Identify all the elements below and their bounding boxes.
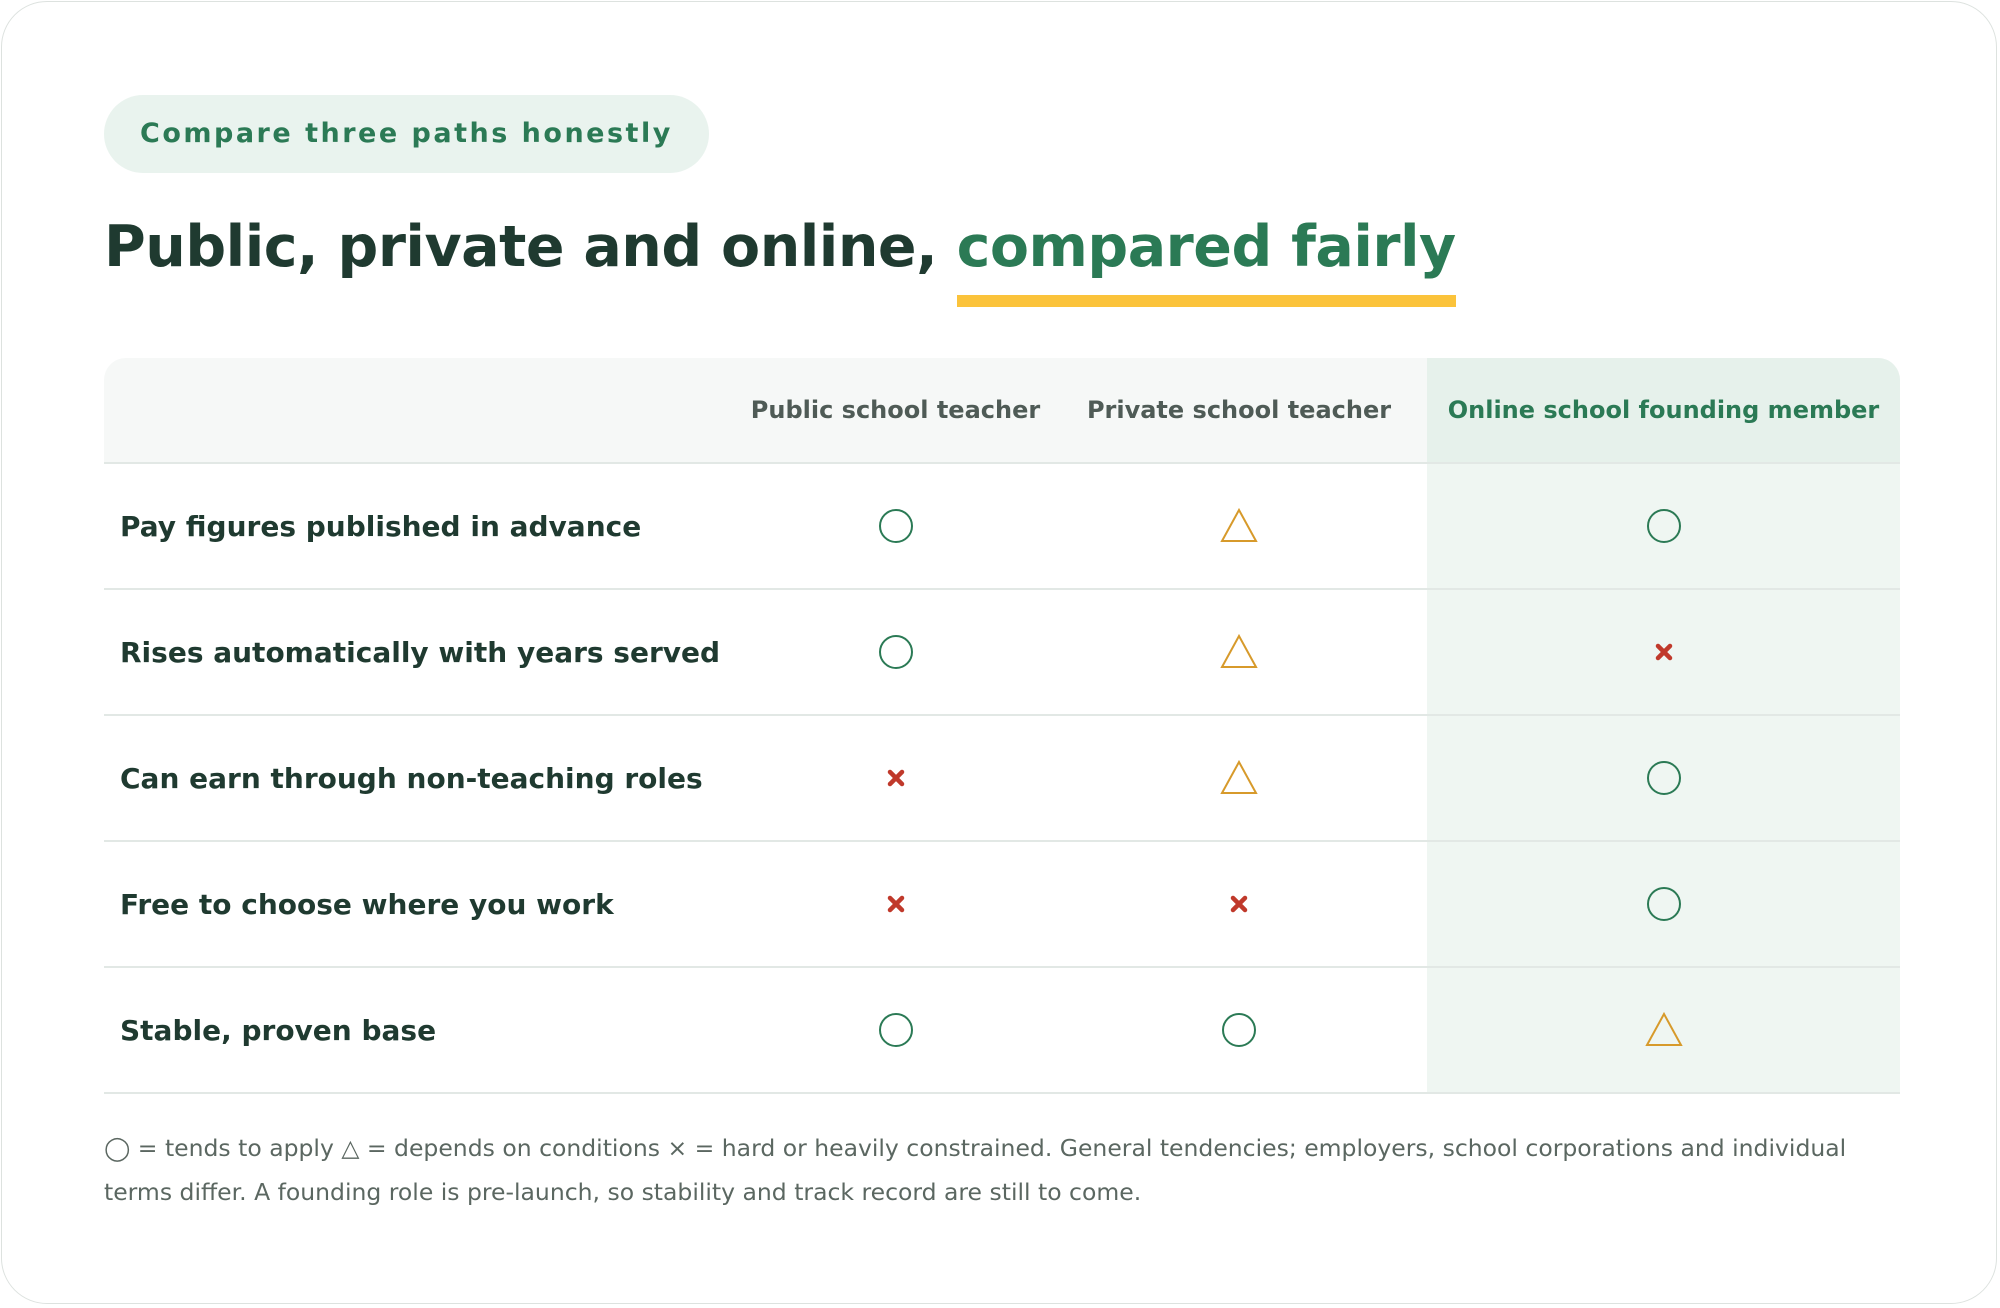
rating-cell-online [1427, 716, 1900, 840]
table-row [104, 464, 1900, 590]
legend-circle-text: = tends to apply [130, 1134, 342, 1162]
legend-note [104, 1126, 1904, 1214]
row-label-cell [104, 590, 740, 714]
table-header-row [104, 358, 1900, 464]
header-cell-public [740, 358, 1051, 462]
circle-icon [1644, 758, 1684, 798]
table-row [104, 968, 1900, 1094]
table-row [104, 590, 1900, 716]
rating-cell-online [1427, 968, 1900, 1092]
legend-cross-icon: × [667, 1134, 688, 1162]
header-cell-private [1051, 358, 1427, 462]
triangle-icon [1644, 1010, 1684, 1050]
page-title [104, 207, 1456, 287]
rating-cell-online [1427, 464, 1900, 588]
cross-icon [1219, 884, 1259, 924]
rating-cell-public [740, 968, 1051, 1092]
legend-circle-icon: ◯ [104, 1134, 131, 1162]
header-cell-online [1427, 358, 1900, 462]
comparison-table [104, 358, 1900, 1094]
row-label: Rises automatically with years served [120, 635, 721, 669]
row-label: Pay figures published in advance [120, 509, 642, 543]
header-label-online: Online school founding member [1447, 396, 1880, 424]
header-label-public: Public school teacher [750, 396, 1041, 424]
row-label-cell [104, 968, 740, 1092]
circle-icon [1644, 506, 1684, 546]
row-label: Stable, proven base [120, 1013, 437, 1047]
comparison-card [1, 1, 1997, 1304]
rating-cell-public [740, 842, 1051, 966]
triangle-icon [1219, 632, 1259, 672]
title-accent: compared fairly [957, 207, 1456, 287]
row-label: Can earn through non-teaching roles [120, 761, 703, 795]
rating-cell-private [1051, 590, 1427, 714]
header-label-private: Private school teacher [1086, 396, 1392, 424]
rating-cell-public [740, 590, 1051, 714]
row-label: Free to choose where you work [120, 887, 614, 921]
cross-icon [876, 758, 916, 798]
triangle-icon [1219, 758, 1259, 798]
cross-icon [876, 884, 916, 924]
rating-cell-public [740, 716, 1051, 840]
title-main: Public, private and online, [104, 214, 957, 280]
table-row [104, 842, 1900, 968]
cross-icon [1644, 632, 1684, 672]
section-badge: Compare three paths honestly [104, 95, 709, 173]
row-label-cell [104, 842, 740, 966]
rating-cell-public [740, 464, 1051, 588]
circle-icon [876, 1010, 916, 1050]
triangle-icon [1219, 506, 1259, 546]
circle-icon [876, 506, 916, 546]
header-empty-cell [104, 358, 740, 462]
circle-icon [1219, 1010, 1259, 1050]
rating-cell-private [1051, 968, 1427, 1092]
rating-cell-online [1427, 842, 1900, 966]
circle-icon [876, 632, 916, 672]
rating-cell-private [1051, 464, 1427, 588]
legend-triangle-text: = depends on conditions [359, 1134, 668, 1162]
table-row [104, 716, 1900, 842]
row-label-cell [104, 464, 740, 588]
row-label-cell [104, 716, 740, 840]
legend-cross-text: = hard or heavily constrained. General tendencies; employers, school corporations and individual terms differ. A founding role is pre-launch, so stability and track record are still to come. [104, 1134, 1847, 1206]
rating-cell-private [1051, 842, 1427, 966]
rating-cell-private [1051, 716, 1427, 840]
table-body [104, 464, 1900, 1094]
rating-cell-online [1427, 590, 1900, 714]
legend-triangle-icon: △ [341, 1134, 360, 1162]
circle-icon [1644, 884, 1684, 924]
